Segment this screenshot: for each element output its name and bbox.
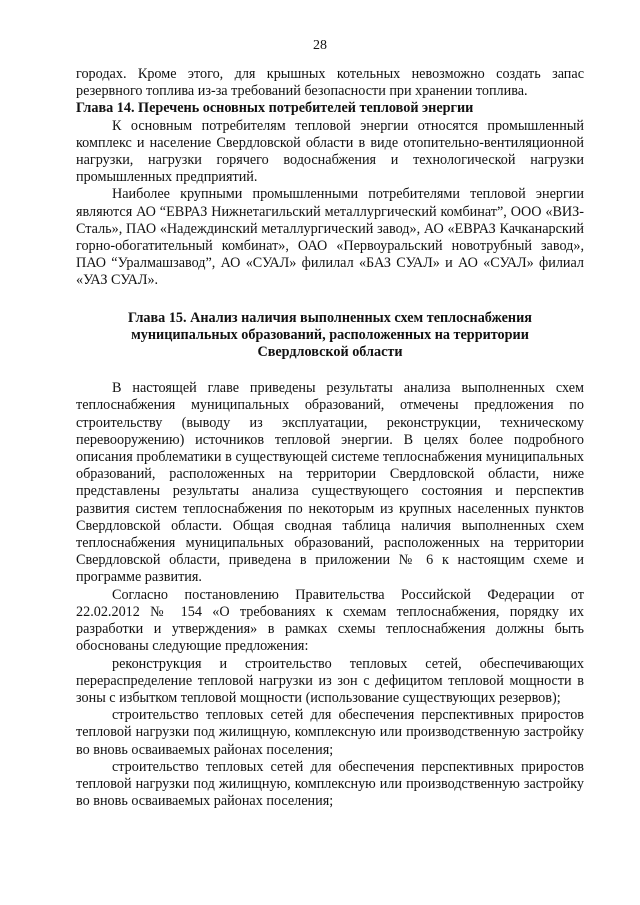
chapter-15-paragraph-2: Согласно постановлению Правительства Российской Федерации от 22.02.2012 № 154 «О требованиях к схемам теплоснабжения, порядку их разработки и утверждения» в рамках схемы теплоснабжения должны быть обоснованы следующие предложения: [76,586,584,655]
chapter-14-title: Глава 14. Перечень основных потребителей тепловой энергии [76,100,474,117]
page-content [76,66,584,810]
chapter-15-paragraph-1: В настоящей главе приведены результаты анализа выполненных схем теплоснабжения муниципальных образований, отмечены предложения по строительству (выводу из эксплуатации, реконструкции, техническому перевооружению) источников тепловой энергии. В целях более подробного описания проблематики в существующей системе теплоснабжения муниципальных образований, расположенных на территории Свердловской области, ниже представлены результаты анализа существующего состояния и перспектив развития систем теплоснабжения по некоторым из крупных населенных пунктов Свердловской области. Общая сводная таблица наличия выполненных схем теплоснабжения муниципальных образований, расположенных на территории Свердловской области, приведена в приложении № 6 к настоящим схеме и программе развития. [76,380,584,586]
list-item-construction-1: строительство тепловых сетей для обеспечения перспективных приростов тепловой нагрузки под жилищную, комплексную или производственную застройку во вновь осваиваемых районах поселения; [76,707,584,758]
page-number: 28 [313,38,327,53]
list-item-reconstruction: реконструкция и строительство тепловых сетей, обеспечивающих перераспределение тепловой нагрузки из зон с дефицитом тепловой мощности в зоны с избытком тепловой мощности (использование существующих резервов); [76,655,584,706]
chapter-14-paragraph-1: К основным потребителям тепловой энергии относятся промышленный комплекс и население Свердловской области в виде отопительно-вентиляционной нагрузки, нагрузки горячего водоснабжения и технологической нагрузки промышленных предприятий. [76,117,584,186]
chapter-15-title-line-2: муниципальных образований, расположенных на территории [131,326,529,343]
chapter-15-title-line-1: Глава 15. Анализ наличия выполненных схем теплоснабжения [128,309,532,326]
list-item-construction-2: строительство тепловых сетей для обеспечения перспективных приростов тепловой нагрузки под жилищную, комплексную или производственную застройку во вновь осваиваемых районах поселения; [76,758,584,810]
intro-paragraph: городах. Кроме этого, для крышных котельных невозможно создать запас резервного топлива из-за требований безопасности при хранении топлива. [76,66,584,100]
chapter-15-title-line-3: Свердловской области [257,344,403,361]
chapter-15-title [76,310,584,362]
chapter-14-paragraph-2: Наиболее крупными промышленными потребителями тепловой энергии являются АО “ЕВРАЗ Нижнетагильский металлургический комбинат”, ООО «ВИЗ-Сталь», ПАО «Надеждинский металлургический завод», АО «ЕВРАЗ Качканарский горно-обогатительный комбинат», ОАО «Первоуральский новотрубный завод», ПАО “Уралмашзавод”, АО «СУАЛ» филилал «БАЗ СУАЛ» и АО «СУАЛ» филиал «УАЗ СУАЛ». [76,186,584,289]
